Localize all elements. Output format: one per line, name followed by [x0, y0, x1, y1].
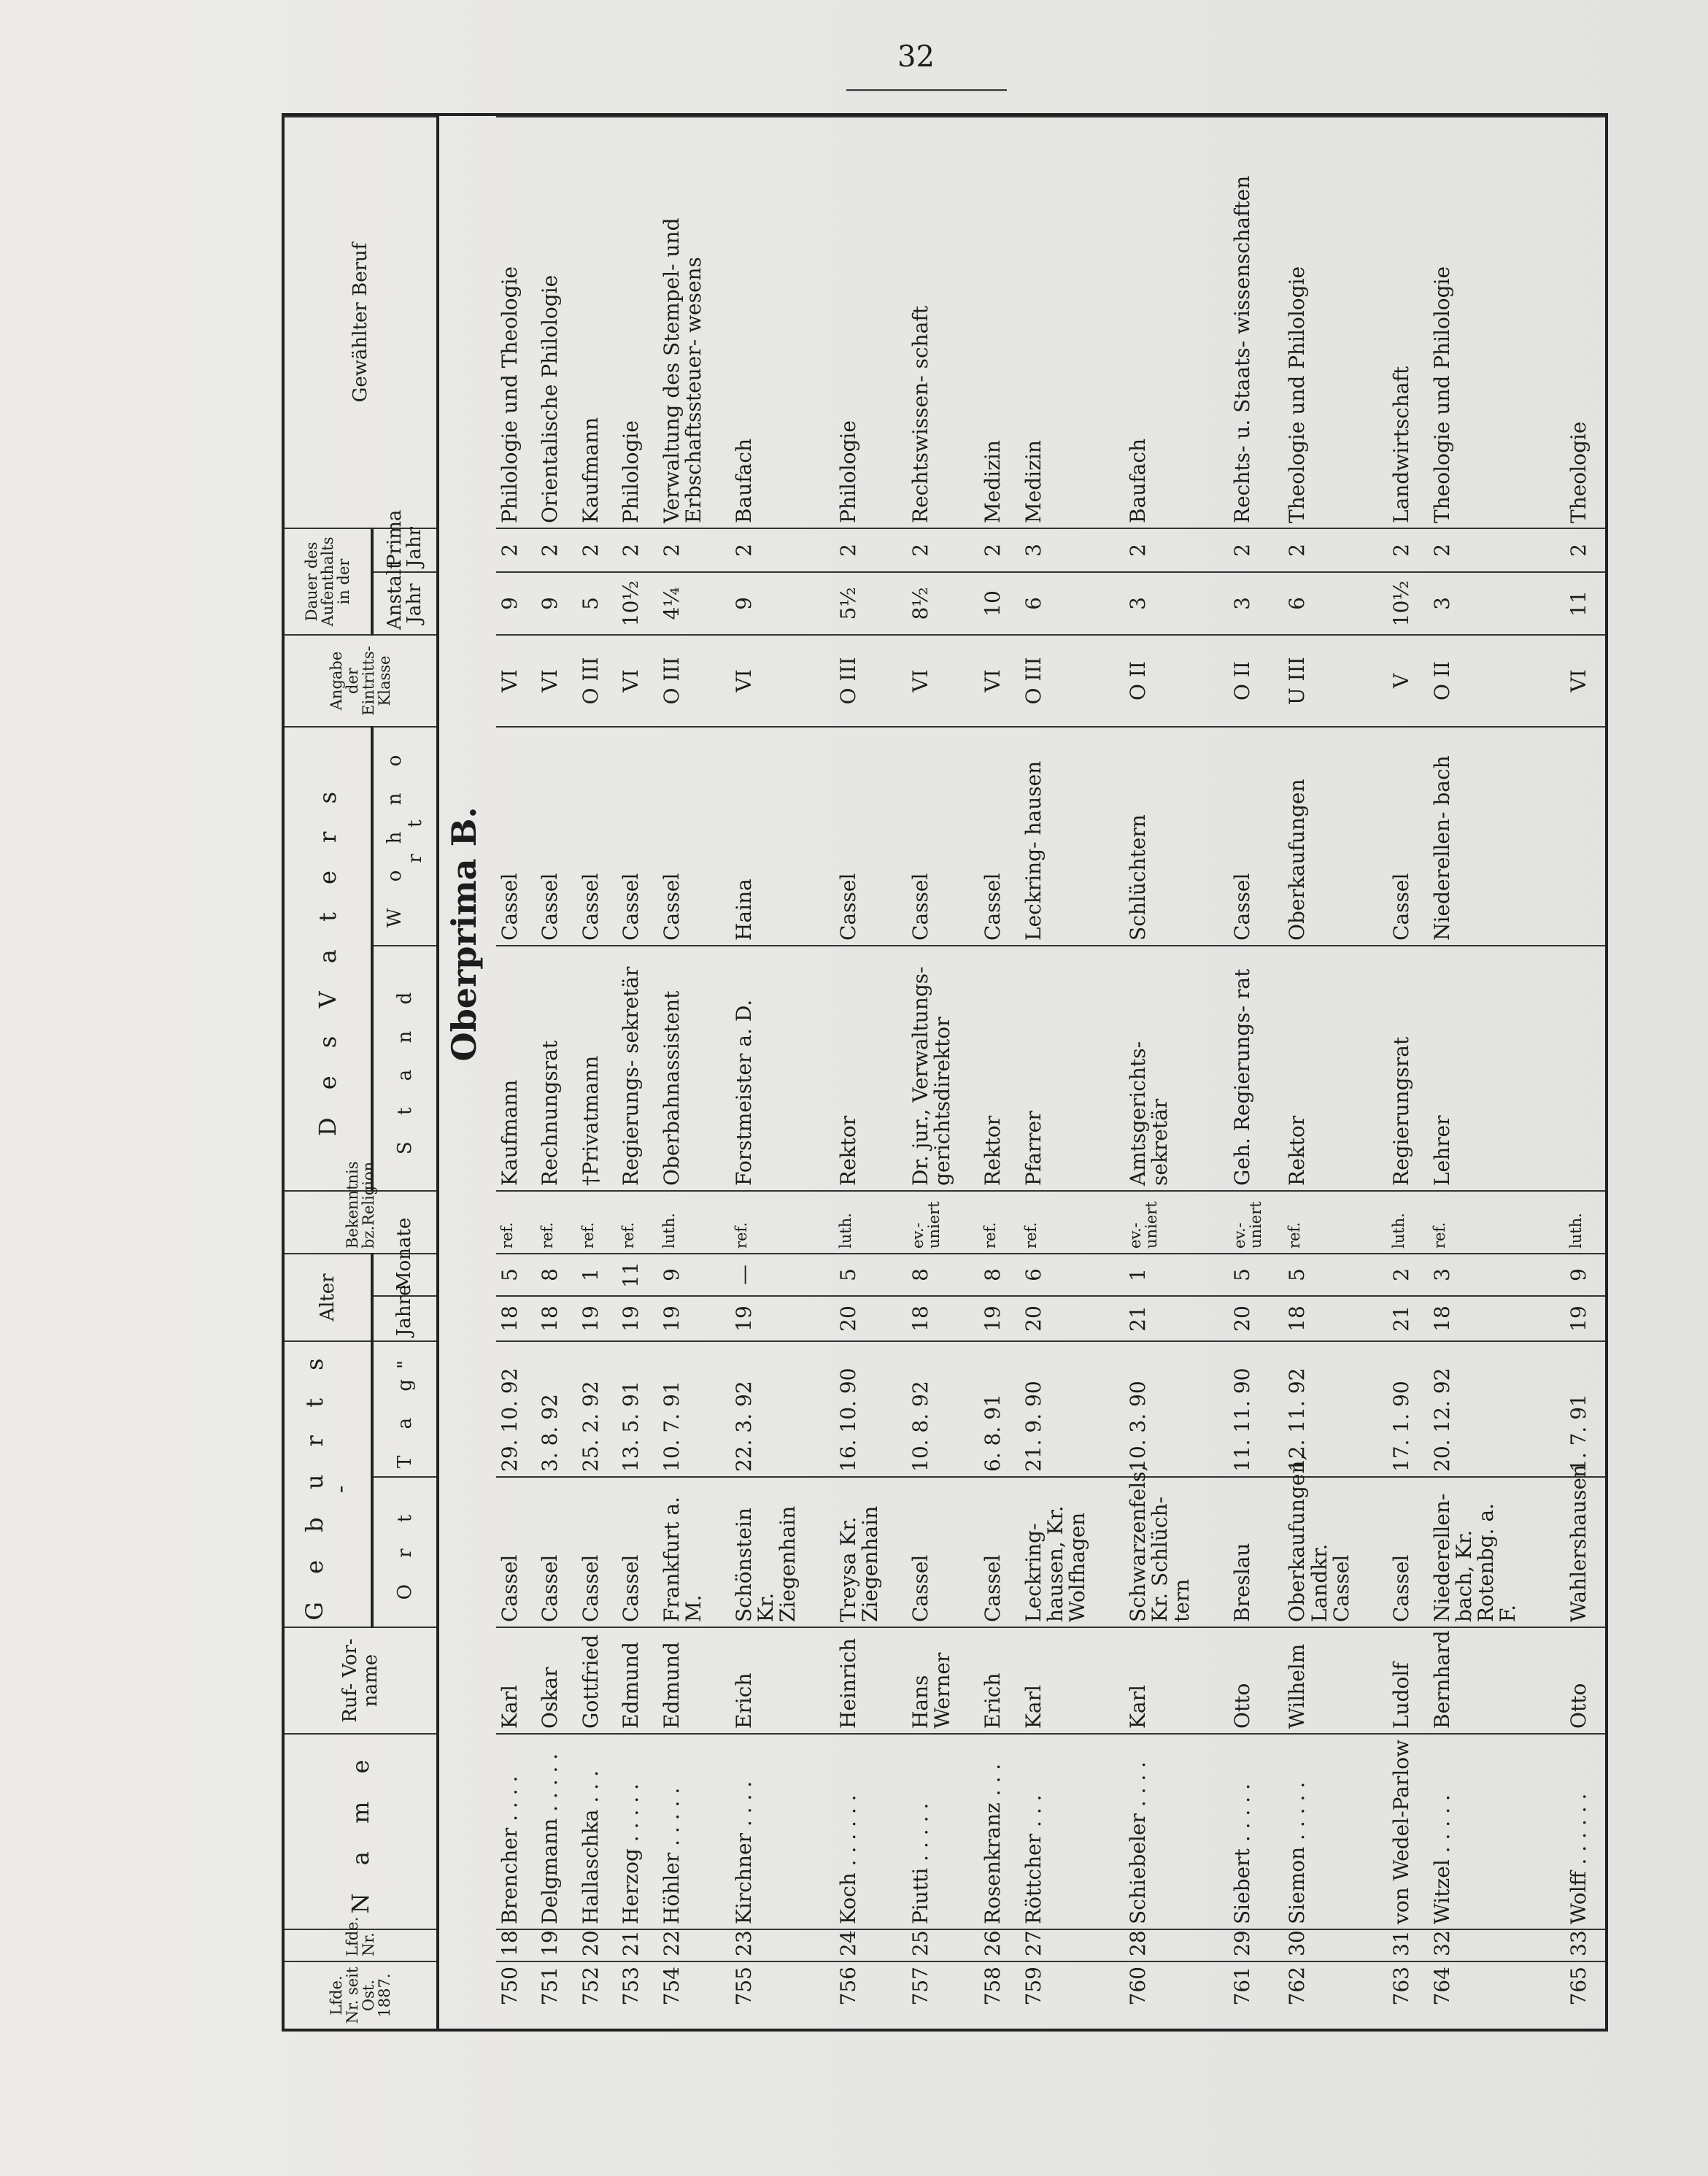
cell-name: Brencher . . . . — [496, 1734, 536, 1929]
cell-father-residence: Cassel — [907, 727, 979, 946]
cell-years-prima: 2 — [496, 528, 536, 572]
cell-entry-class: O III — [577, 635, 617, 727]
cell-vorname: Oskar — [536, 1627, 576, 1734]
cell-birth-date: 11. 11. 90 — [1229, 1341, 1283, 1477]
cell-nr-total: 760 — [1124, 1961, 1229, 2029]
cell-name: Siemon . . . . . — [1283, 1734, 1388, 1929]
table-row — [1429, 117, 1565, 2029]
cell-nr-total: 756 — [835, 1961, 907, 2029]
header-dauer: Dauer des Aufenthalts in der — [285, 528, 372, 635]
cell-father-residence: Cassel — [536, 727, 576, 946]
cell-father-residence: Niederellen- bach — [1429, 727, 1565, 946]
table-row — [658, 117, 730, 2029]
cell-nr-total: 758 — [979, 1961, 1019, 2029]
cell-religion: ref. — [617, 1191, 657, 1254]
cell-father-profession: Lehrer — [1429, 946, 1565, 1191]
cell-years-prima: 2 — [658, 528, 730, 572]
cell-nr: 26 — [979, 1929, 1019, 1961]
cell-age-months: 1 — [577, 1254, 617, 1296]
cell-entry-class: VI — [536, 635, 576, 727]
cell-chosen-profession: Baufach — [730, 117, 835, 528]
cell-birth-date: 21. 9. 90 — [1020, 1341, 1124, 1477]
section-row — [438, 117, 496, 2029]
table-row — [1565, 117, 1605, 2029]
cell-father-residence: Cassel — [577, 727, 617, 946]
cell-nr-total: 750 — [496, 1961, 536, 2029]
cell-age-months: 5 — [1229, 1254, 1283, 1296]
cell-years-prima: 2 — [617, 528, 657, 572]
cell-birth-date: 20. 12. 92 — [1429, 1341, 1565, 1477]
cell-entry-class: VI — [907, 635, 979, 727]
cell-nr-total: 753 — [617, 1961, 657, 2029]
cell-name: Koch . . . . . . — [835, 1734, 907, 1929]
cell-age-years: 20 — [835, 1296, 907, 1341]
cell-age-years: 19 — [617, 1296, 657, 1341]
header-beruf: Gewählter Beruf — [285, 117, 438, 528]
cell-entry-class: O III — [658, 635, 730, 727]
cell-name: Witzel . . . . . — [1429, 1734, 1565, 1929]
cell-father-profession: Rektor — [1283, 946, 1388, 1191]
cell-nr-total: 759 — [1020, 1961, 1124, 2029]
cell-birth-date: 10. 3. 90 — [1124, 1341, 1229, 1477]
table-row — [1283, 117, 1388, 2029]
cell-birth-place: Cassel — [979, 1477, 1019, 1627]
cell-birth-date: 22. 3. 92 — [730, 1341, 835, 1477]
cell-religion: ref. — [730, 1191, 835, 1254]
table-row — [979, 117, 1019, 2029]
cell-age-years: 19 — [979, 1296, 1019, 1341]
cell-religion: ref. — [536, 1191, 576, 1254]
cell-age-months: 9 — [1565, 1254, 1605, 1296]
cell-birth-date: 12. 11. 92 — [1283, 1341, 1388, 1477]
cell-age-years: 18 — [1429, 1296, 1565, 1341]
cell-vorname: Heinrich — [835, 1627, 907, 1734]
cell-name: Schiebeler . . . . — [1124, 1734, 1229, 1929]
table-row — [835, 117, 907, 2029]
cell-age-years: 18 — [1283, 1296, 1388, 1341]
table-row — [1229, 117, 1283, 2029]
cell-nr: 20 — [577, 1929, 617, 1961]
cell-years-school: 5 — [577, 572, 617, 635]
cell-father-residence: Cassel — [1388, 727, 1428, 946]
cell-chosen-profession: Medizin — [1020, 117, 1124, 528]
cell-birth-date: 10. 7. 91 — [658, 1341, 730, 1477]
header-jahre: Jahre — [372, 1296, 438, 1341]
cell-nr-total: 757 — [907, 1961, 979, 2029]
cell-years-school: 10½ — [617, 572, 657, 635]
cell-age-years: 19 — [658, 1296, 730, 1341]
header-eintritt: Angabe der Eintritts- Klasse — [285, 635, 438, 727]
cell-birth-date: 25. 2. 92 — [577, 1341, 617, 1477]
cell-chosen-profession: Medizin — [979, 117, 1019, 528]
student-register-table — [285, 116, 1605, 2029]
page-number-rule — [846, 89, 1007, 91]
cell-chosen-profession: Philologie und Theologie — [496, 117, 536, 528]
cell-years-prima: 2 — [979, 528, 1019, 572]
cell-years-prima: 2 — [536, 528, 576, 572]
cell-age-months: 8 — [979, 1254, 1019, 1296]
cell-religion: ref. — [1429, 1191, 1565, 1254]
cell-entry-class: O II — [1429, 635, 1565, 727]
header-name: N a m e — [285, 1734, 438, 1929]
cell-vorname: Karl — [1020, 1627, 1124, 1734]
cell-father-profession: Amtsgerichts- sekretär — [1124, 946, 1229, 1191]
cell-nr-total: 762 — [1283, 1961, 1388, 2029]
cell-birth-place: Cassel — [907, 1477, 979, 1627]
cell-religion: luth. — [658, 1191, 730, 1254]
cell-father-profession: Rechnungsrat — [536, 946, 576, 1191]
cell-birth-date: 3. 8. 92 — [536, 1341, 576, 1477]
cell-vorname: Wilhelm — [1283, 1627, 1388, 1734]
cell-birth-date: 10. 8. 92 — [907, 1341, 979, 1477]
cell-religion: ref. — [1283, 1191, 1388, 1254]
cell-entry-class: O II — [1229, 635, 1283, 727]
table-row — [577, 117, 617, 2029]
cell-father-residence: Cassel — [979, 727, 1019, 946]
cell-birth-place: Schwarzenfels, Kr. Schlüch- tern — [1124, 1477, 1229, 1627]
cell-years-school: 4¼ — [658, 572, 730, 635]
cell-birth-place: Niederellen- bach, Kr. Rotenbg. a. F. — [1429, 1477, 1565, 1627]
cell-age-months: 5 — [1283, 1254, 1388, 1296]
cell-nr: 27 — [1020, 1929, 1124, 1961]
cell-nr: 23 — [730, 1929, 835, 1961]
cell-age-years: 20 — [1229, 1296, 1283, 1341]
cell-age-months: 6 — [1020, 1254, 1124, 1296]
cell-vorname: Edmund — [658, 1627, 730, 1734]
cell-years-school: 3 — [1229, 572, 1283, 635]
cell-vorname: Hans Werner — [907, 1627, 979, 1734]
cell-father-residence: Cassel — [617, 727, 657, 946]
cell-chosen-profession: Philologie — [835, 117, 907, 528]
cell-birth-place: Cassel — [1388, 1477, 1428, 1627]
cell-age-years: 18 — [496, 1296, 536, 1341]
header-prima: Prima Jahr — [372, 528, 438, 572]
cell-years-prima: 2 — [1229, 528, 1283, 572]
cell-years-school: 3 — [1429, 572, 1565, 635]
cell-birth-date: 13. 5. 91 — [617, 1341, 657, 1477]
cell-name: Wolff . . . . . . — [1565, 1734, 1605, 1929]
header-rufname: Ruf- Vor- name — [285, 1627, 438, 1734]
cell-chosen-profession: Theologie und Philologie — [1429, 117, 1565, 528]
cell-entry-class: VI — [1565, 635, 1605, 727]
cell-years-prima: 2 — [907, 528, 979, 572]
cell-name: Delgmann . . . . . — [536, 1734, 576, 1929]
cell-years-prima: 2 — [835, 528, 907, 572]
cell-birth-place: Breslau — [1229, 1477, 1283, 1627]
cell-age-years: 19 — [577, 1296, 617, 1341]
cell-years-prima: 2 — [1429, 528, 1565, 572]
cell-nr-total: 761 — [1229, 1961, 1283, 2029]
cell-birth-place: Oberkaufungen, Landkr. Cassel — [1283, 1477, 1388, 1627]
table-row — [907, 117, 979, 2029]
section-title: Oberprima B. — [444, 806, 484, 1062]
cell-religion: ev.- uniert — [907, 1191, 979, 1254]
cell-age-months: — — [730, 1254, 835, 1296]
cell-entry-class: VI — [617, 635, 657, 727]
cell-father-profession: Oberbahnassistent — [658, 946, 730, 1191]
cell-age-years: 18 — [907, 1296, 979, 1341]
cell-birth-date: 29. 10. 92 — [496, 1341, 536, 1477]
cell-birth-date: 6. 8. 91 — [979, 1341, 1019, 1477]
cell-vorname: Erich — [979, 1627, 1019, 1734]
cell-nr: 24 — [835, 1929, 907, 1961]
cell-father-profession: Kaufmann — [496, 946, 536, 1191]
cell-vorname: Otto — [1229, 1627, 1283, 1734]
cell-father-residence: Oberkaufungen — [1283, 727, 1388, 946]
cell-chosen-profession: Orientalische Philologie — [536, 117, 576, 528]
cell-years-prima: 3 — [1020, 528, 1124, 572]
cell-entry-class: VI — [979, 635, 1019, 727]
cell-religion: ev.- uniert — [1124, 1191, 1229, 1254]
cell-name: von Wedel-Parlow — [1388, 1734, 1428, 1929]
cell-name: Siebert . . . . . — [1229, 1734, 1283, 1929]
cell-religion: ref. — [979, 1191, 1019, 1254]
cell-nr: 22 — [658, 1929, 730, 1961]
cell-birth-place: Wahlershausen — [1565, 1477, 1605, 1627]
cell-age-years: 19 — [730, 1296, 835, 1341]
cell-nr-total: 765 — [1565, 1961, 1605, 2029]
header-anstalt: Anstalt Jahr — [372, 572, 438, 635]
cell-age-years: 20 — [1020, 1296, 1124, 1341]
table-row — [1124, 117, 1229, 2029]
cell-years-prima: 2 — [1388, 528, 1428, 572]
header-ort: O r t — [372, 1477, 438, 1627]
cell-years-school: 9 — [536, 572, 576, 635]
cell-nr: 25 — [907, 1929, 979, 1961]
cell-name: Rosenkranz . . . — [979, 1734, 1019, 1929]
cell-father-profession: Regierungsrat — [1388, 946, 1428, 1191]
cell-religion: ref. — [496, 1191, 536, 1254]
cell-father-profession — [1565, 946, 1605, 1191]
cell-nr: 28 — [1124, 1929, 1229, 1961]
cell-father-profession: Forstmeister a. D. — [730, 946, 835, 1191]
cell-entry-class: U III — [1283, 635, 1388, 727]
cell-entry-class: O III — [835, 635, 907, 727]
cell-chosen-profession: Philologie — [617, 117, 657, 528]
cell-age-years: 19 — [1565, 1296, 1605, 1341]
cell-age-months: 8 — [907, 1254, 979, 1296]
cell-nr: 29 — [1229, 1929, 1283, 1961]
cell-years-school: 9 — [730, 572, 835, 635]
cell-entry-class: VI — [496, 635, 536, 727]
cell-entry-class: O II — [1124, 635, 1229, 727]
cell-father-residence: Cassel — [658, 727, 730, 946]
cell-years-prima: 2 — [1565, 528, 1605, 572]
cell-nr: 31 — [1388, 1929, 1428, 1961]
cell-chosen-profession: Rechts- u. Staats- wissenschaften — [1229, 117, 1283, 528]
cell-years-school: 6 — [1283, 572, 1388, 635]
cell-religion: ref. — [1020, 1191, 1124, 1254]
header-wohnort: W o h n o r t — [372, 727, 438, 946]
cell-birth-date: 17. 1. 90 — [1388, 1341, 1428, 1477]
cell-father-residence — [1565, 727, 1605, 946]
cell-years-prima: 2 — [1124, 528, 1229, 572]
cell-nr-total: 764 — [1429, 1961, 1565, 2029]
header-bekenntnis: Bekenntnis bz.Religion — [285, 1191, 438, 1254]
table-row — [617, 117, 657, 2029]
cell-nr: 33 — [1565, 1929, 1605, 1961]
cell-father-residence: Cassel — [1229, 727, 1283, 946]
cell-years-school: 10 — [979, 572, 1019, 635]
cell-birth-place: Cassel — [617, 1477, 657, 1627]
page-number: 32 — [897, 40, 935, 74]
cell-age-years: 21 — [1388, 1296, 1428, 1341]
cell-vorname: Karl — [1124, 1627, 1229, 1734]
cell-birth-place: Frankfurt a. M. — [658, 1477, 730, 1627]
cell-birth-place: Cassel — [577, 1477, 617, 1627]
cell-age-months: 1 — [1124, 1254, 1229, 1296]
cell-father-residence: Leckring- hausen — [1020, 727, 1124, 946]
cell-age-months: 2 — [1388, 1254, 1428, 1296]
cell-age-months: 11 — [617, 1254, 657, 1296]
cell-nr-total: 763 — [1388, 1961, 1428, 2029]
cell-birth-place: Leckring- hausen, Kr. Wolfhagen — [1020, 1477, 1124, 1627]
cell-nr-total: 752 — [577, 1961, 617, 2029]
cell-name: Hallaschka . . . — [577, 1734, 617, 1929]
table-row — [1020, 117, 1124, 2029]
cell-nr: 18 — [496, 1929, 536, 1961]
cell-religion: luth. — [835, 1191, 907, 1254]
header-stand: S t a n d — [372, 946, 438, 1191]
cell-birth-place: Treysa Kr. Ziegenhain — [835, 1477, 907, 1627]
cell-father-profession: Rektor — [835, 946, 907, 1191]
table-row — [730, 117, 835, 2029]
cell-birth-place: Schönstein Kr. Ziegenhain — [730, 1477, 835, 1627]
cell-chosen-profession: Rechtswissen- schaft — [907, 117, 979, 528]
cell-father-profession: Geh. Regierungs- rat — [1229, 946, 1283, 1191]
cell-religion: ref. — [577, 1191, 617, 1254]
cell-father-profession: Rektor — [979, 946, 1019, 1191]
header-monate: Monate — [372, 1254, 438, 1296]
cell-birth-date: 1. 7. 91 — [1565, 1341, 1605, 1477]
cell-age-years: 18 — [536, 1296, 576, 1341]
cell-vorname: Erich — [730, 1627, 835, 1734]
cell-years-school: 6 — [1020, 572, 1124, 635]
cell-chosen-profession: Theologie und Philologie — [1283, 117, 1388, 528]
table-row — [496, 117, 536, 2029]
cell-name: Piutti . . . . . — [907, 1734, 979, 1929]
cell-father-profession: Regierungs- sekretär — [617, 946, 657, 1191]
cell-vorname: Edmund — [617, 1627, 657, 1734]
student-register-table-rotated — [285, 117, 1605, 2029]
cell-entry-class: VI — [730, 635, 835, 727]
cell-years-school: 11 — [1565, 572, 1605, 635]
cell-father-residence: Haina — [730, 727, 835, 946]
cell-vorname: Otto — [1565, 1627, 1605, 1734]
cell-age-months: 9 — [658, 1254, 730, 1296]
cell-name: Höhler . . . . . — [658, 1734, 730, 1929]
cell-years-school: 8½ — [907, 572, 979, 635]
cell-age-months: 8 — [536, 1254, 576, 1296]
header-tag: T a g" — [372, 1341, 438, 1477]
cell-nr: 21 — [617, 1929, 657, 1961]
cell-birth-place: Cassel — [496, 1477, 536, 1627]
cell-nr: 30 — [1283, 1929, 1388, 1961]
cell-years-school: 9 — [496, 572, 536, 635]
cell-religion: luth. — [1388, 1191, 1428, 1254]
cell-father-profession: Pfarrer — [1020, 946, 1124, 1191]
cell-years-school: 5½ — [835, 572, 907, 635]
cell-years-prima: 2 — [1283, 528, 1388, 572]
cell-father-profession: †Privatmann — [577, 946, 617, 1191]
cell-chosen-profession: Theologie — [1565, 117, 1605, 528]
cell-chosen-profession: Landwirtschaft — [1388, 117, 1428, 528]
cell-father-residence: Schlüchtern — [1124, 727, 1229, 946]
table-row — [536, 117, 576, 2029]
header-geburts: G e b u r t s - — [285, 1341, 372, 1627]
cell-vorname: Karl — [496, 1627, 536, 1734]
cell-nr-total: 755 — [730, 1961, 835, 2029]
cell-years-prima: 2 — [730, 528, 835, 572]
cell-vorname: Bernhard — [1429, 1627, 1565, 1734]
cell-years-school: 3 — [1124, 572, 1229, 635]
header-lfd-nr-seit: Lfde. Nr. seit Ost. 1887. — [285, 1961, 438, 2029]
cell-father-residence: Cassel — [835, 727, 907, 946]
cell-age-months: 5 — [496, 1254, 536, 1296]
cell-vorname: Ludolf — [1388, 1627, 1428, 1734]
header-des-vaters: D e s V a t e r s — [285, 727, 372, 1191]
cell-chosen-profession: Baufach — [1124, 117, 1229, 528]
cell-nr-total: 751 — [536, 1961, 576, 2029]
cell-name: Herzog . . . . . — [617, 1734, 657, 1929]
cell-entry-class: V — [1388, 635, 1428, 727]
cell-religion: ev.- uniert — [1229, 1191, 1283, 1254]
header-lfd-nr: Lfde. Nr. — [285, 1929, 438, 1961]
cell-nr: 19 — [536, 1929, 576, 1961]
cell-nr: 32 — [1429, 1929, 1565, 1961]
cell-years-school: 10½ — [1388, 572, 1428, 635]
cell-religion: luth. — [1565, 1191, 1605, 1254]
cell-name: Röttcher . . . — [1020, 1734, 1124, 1929]
cell-entry-class: O III — [1020, 635, 1124, 727]
table-body — [438, 117, 1605, 2029]
cell-birth-date: 16. 10. 90 — [835, 1341, 907, 1477]
cell-years-prima: 2 — [577, 528, 617, 572]
cell-age-years: 21 — [1124, 1296, 1229, 1341]
cell-father-profession: Dr. jur., Verwaltungs- gerichtsdirektor — [907, 946, 979, 1191]
cell-age-months: 5 — [835, 1254, 907, 1296]
cell-father-residence: Cassel — [496, 727, 536, 946]
cell-chosen-profession: Kaufmann — [577, 117, 617, 528]
header-alter: Alter — [285, 1254, 372, 1341]
cell-age-months: 3 — [1429, 1254, 1565, 1296]
table-header — [285, 117, 438, 2029]
cell-birth-place: Cassel — [536, 1477, 576, 1627]
table-row — [1388, 117, 1428, 2029]
cell-chosen-profession: Verwaltung des Stempel- und Erbschaftssteuer- wesens — [658, 117, 730, 528]
cell-name: Kirchner . . . . — [730, 1734, 835, 1929]
cell-nr-total: 754 — [658, 1961, 730, 2029]
cell-vorname: Gottfried — [577, 1627, 617, 1734]
